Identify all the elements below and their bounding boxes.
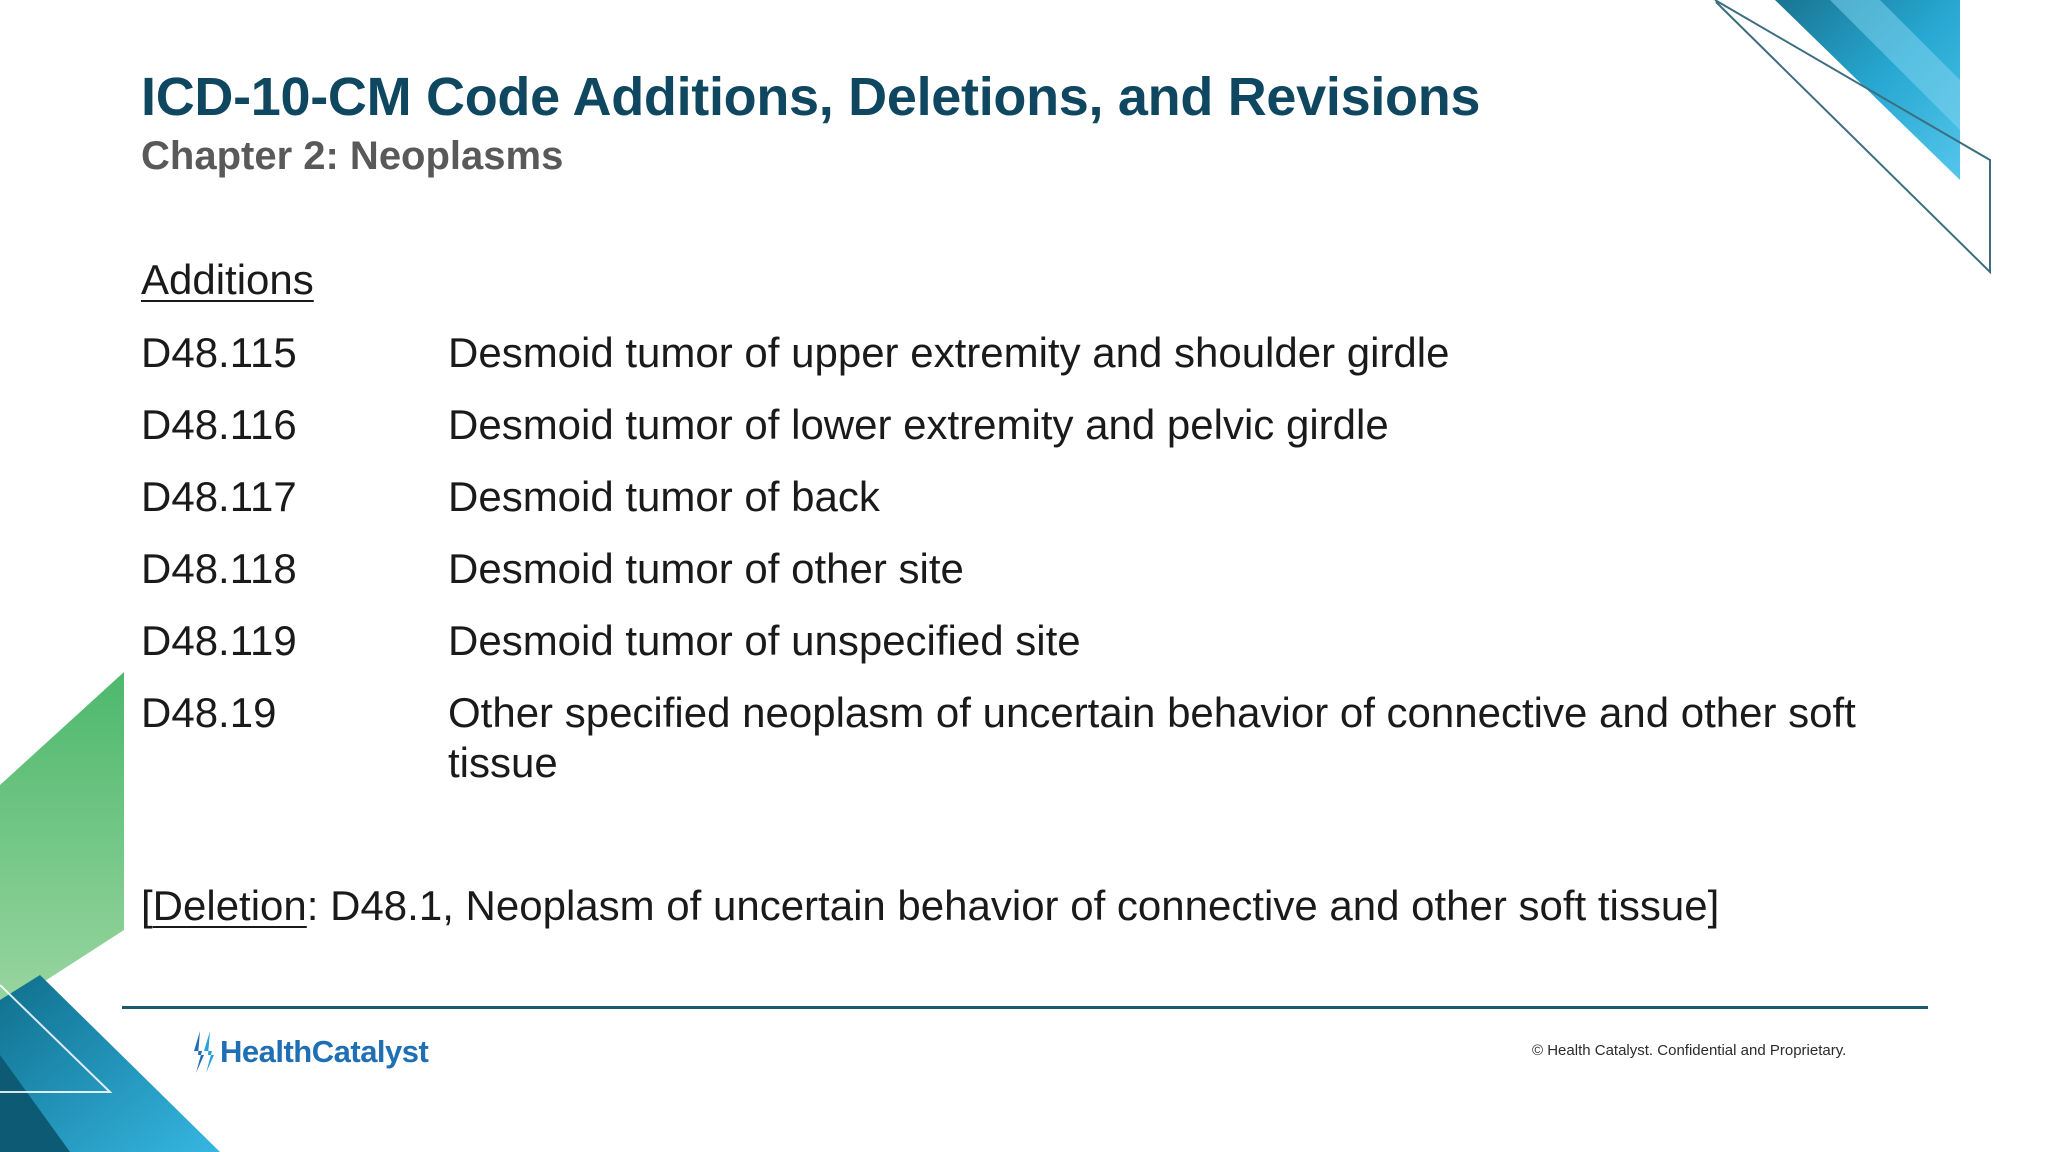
left-green-diamond xyxy=(0,672,124,1010)
code-description: Desmoid tumor of lower extremity and pelvic girdle xyxy=(448,401,1389,448)
code-value: D48.116 xyxy=(141,401,297,448)
list-item xyxy=(141,616,1901,688)
additions-heading: Additions xyxy=(141,256,314,303)
copyright-notice: © Health Catalyst. Confidential and Proprietary. xyxy=(1532,1042,1847,1059)
code-value: D48.117 xyxy=(141,473,297,520)
code-description: Desmoid tumor of unspecified site xyxy=(448,617,1081,664)
health-catalyst-logo xyxy=(190,1030,428,1074)
code-description: Desmoid tumor of upper extremity and shoulder girdle xyxy=(448,329,1450,376)
slide-subtitle: Chapter 2: Neoplasms xyxy=(141,134,564,178)
slide-title: ICD-10-CM Code Additions, Deletions, and Revisions xyxy=(141,67,1481,127)
code-description: Desmoid tumor of back xyxy=(448,473,880,520)
additions-list xyxy=(141,328,1901,798)
code-value: D48.118 xyxy=(141,545,297,592)
list-item xyxy=(141,688,1901,798)
health-catalyst-logo-icon xyxy=(190,1031,216,1073)
footer-divider xyxy=(122,1006,1928,1009)
code-value: D48.19 xyxy=(141,689,277,736)
code-value: D48.115 xyxy=(141,329,297,376)
deletion-note xyxy=(141,882,1719,930)
deletion-text: : D48.1, Neoplasm of uncertain behavior of connective and other soft tissue] xyxy=(306,882,1720,929)
deletion-open-bracket: [ xyxy=(141,882,153,929)
list-item xyxy=(141,328,1901,400)
code-description: Desmoid tumor of other site xyxy=(448,545,964,592)
list-item xyxy=(141,400,1901,472)
code-description: Other specified neoplasm of uncertain behavior of connective and other soft tissue xyxy=(448,689,1856,786)
deletion-label: Deletion xyxy=(152,882,307,929)
code-value: D48.119 xyxy=(141,617,297,664)
list-item xyxy=(141,544,1901,616)
list-item xyxy=(141,472,1901,544)
logo-text: HealthCatalyst xyxy=(220,1034,429,1069)
